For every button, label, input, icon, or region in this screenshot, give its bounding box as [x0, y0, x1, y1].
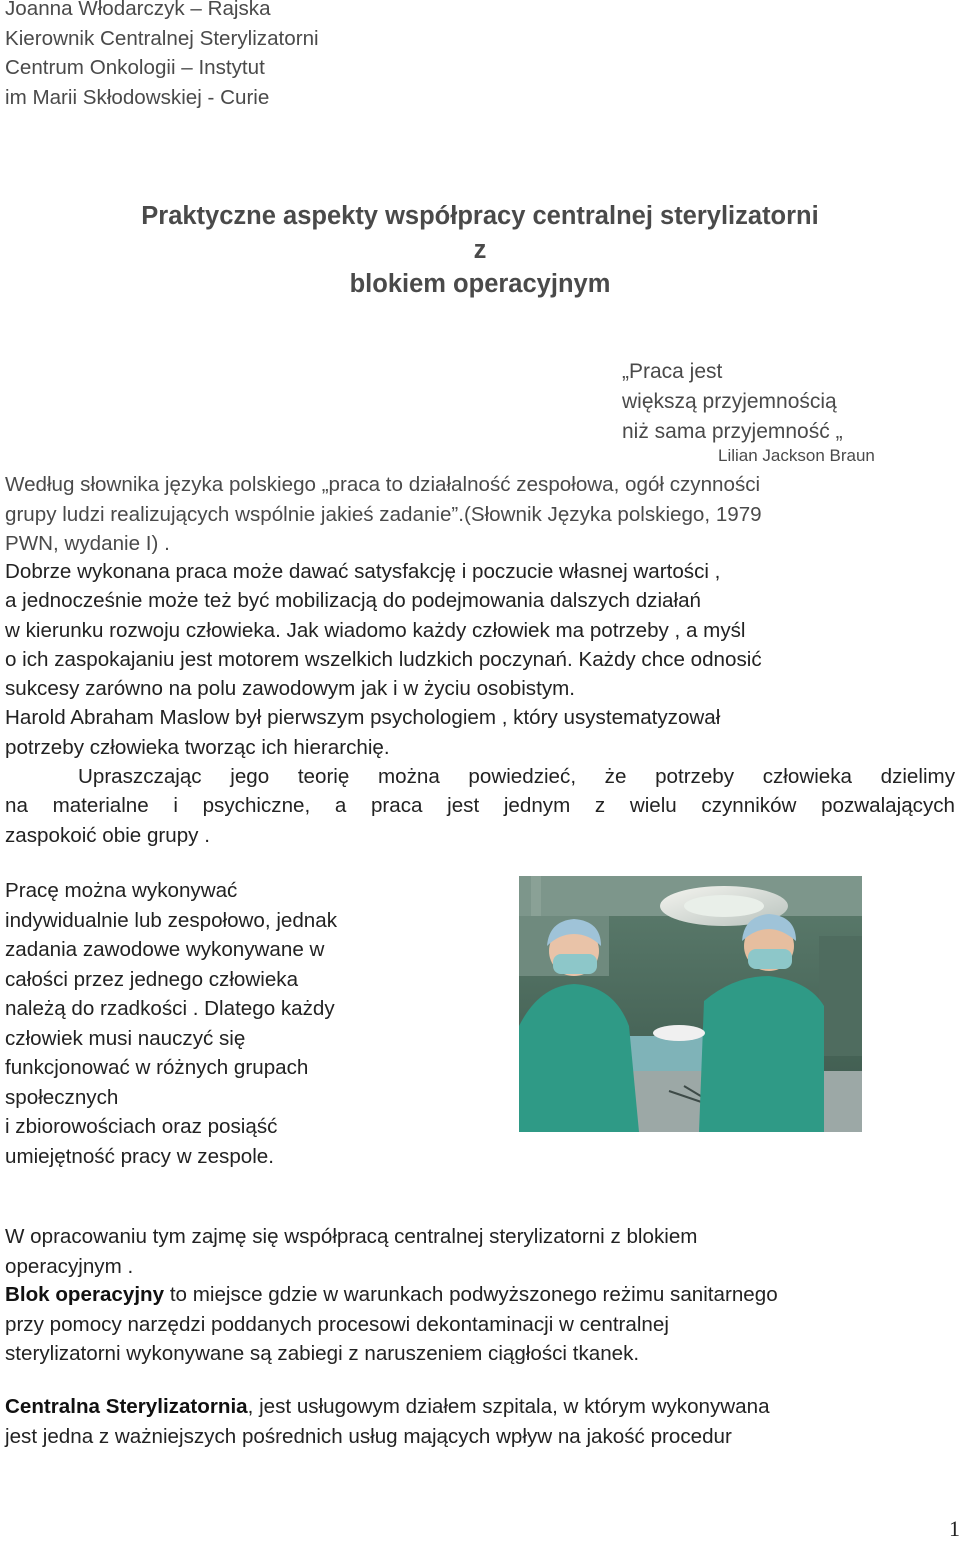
author-position: Kierownik Centralnej Sterylizatorni	[5, 26, 319, 50]
motto-author: Lilian Jackson Braun	[718, 446, 875, 465]
maslow-line-2: na materialne i psychiczne, a praca jest jednym z wielu czynników pozwalających	[5, 794, 955, 818]
definition-paragraph: Według słownika języka polskiego „praca to działalność zespołowa, ogół czynności grupy ludzi realizujących wspólnie jakieś zadanie”.(Słownik Języka polskiego, 1979 PWN, wydanie I) .	[5, 473, 762, 555]
page-number: 1	[949, 1516, 960, 1541]
author-institution-name: im Marii Skłodowskiej - Curie	[5, 85, 270, 109]
teamwork-paragraph: Pracę można wykonywać indywidualnie lub zespołowo, jednak zadania zawodowe wykonywane w całości przez jednego człowieka należą do rzadkości . Dlatego każdy człowiek musi nauczyć się funkcjonować w różnych grupach społecznych i zbiorowościach oraz posiąść umiejętność pracy w zespole.	[5, 879, 338, 1168]
body-paragraph: Dobrze wykonana praca może dawać satysfakcję i poczucie własnej wartości , a jednocześnie może też być mobilizacją do podejmowania dalszych działań w kierunku rozwoju człowieka. Jak wiadomo każdy człowiek ma potrzeby , a myśl o ich zaspokajaniu jest motorem wszelkich ludzkich poczynań. Każdy chce odnosić sukcesy zarówno na polu zawodowym jak i w życiu osobistym. Harold Abraham Maslow był pierwszym psychologiem , który usystematyzował potrzeby człowieka tworząc ich hierarchię. Upraszczając jego teorię można powiedzieć, że potrzeby człowieka dzielimy na materialne i psychiczne, a praca jest jednym z wielu czynników pozwalających zaspokoić obie grupy .	[5, 560, 955, 847]
author-name: Joanna Włodarczyk – Rajska	[5, 0, 271, 20]
operating-room-photo	[519, 876, 862, 1132]
motto-quote: „Praca jest większą przyjemnością niż sama przyjemność „	[622, 360, 843, 443]
operating-room-illustration	[519, 876, 862, 1132]
intro-paragraph: W opracowaniu tym zajmę się współpracą centralnej sterylizatorni z blokiem operacyjnym .	[5, 1225, 698, 1278]
central-sterilization-paragraph: Centralna Sterylizatornia, jest usługowym działem szpitala, w którym wykonywana jest jedna z ważniejszych pośrednich usług mających wpływ na jakość procedur	[5, 1395, 770, 1448]
operating-block-paragraph: Blok operacyjny to miejsce gdzie w warunkach podwyższonego reżimu sanitarnego przy pomocy narzędzi poddanych procesowi dekontaminacji w centralnej sterylizatorni wykonywane są zabiegi z naruszeniem ciągłości tkanek.	[5, 1283, 778, 1365]
page-title: Praktyczne aspekty współpracy centralnej sterylizatorni z blokiem operacyjnym	[141, 202, 819, 298]
author-institution: Centrum Onkologii – Instytut	[5, 56, 265, 79]
maslow-line: Upraszczając jego teorię można powiedzieć, że potrzeby człowieka dzielimy	[78, 765, 955, 789]
central-sterilization-term: Centralna Sterylizatornia	[5, 1395, 248, 1418]
author-block	[5, 0, 319, 112]
operating-block-term: Blok operacyjny	[5, 1283, 165, 1306]
